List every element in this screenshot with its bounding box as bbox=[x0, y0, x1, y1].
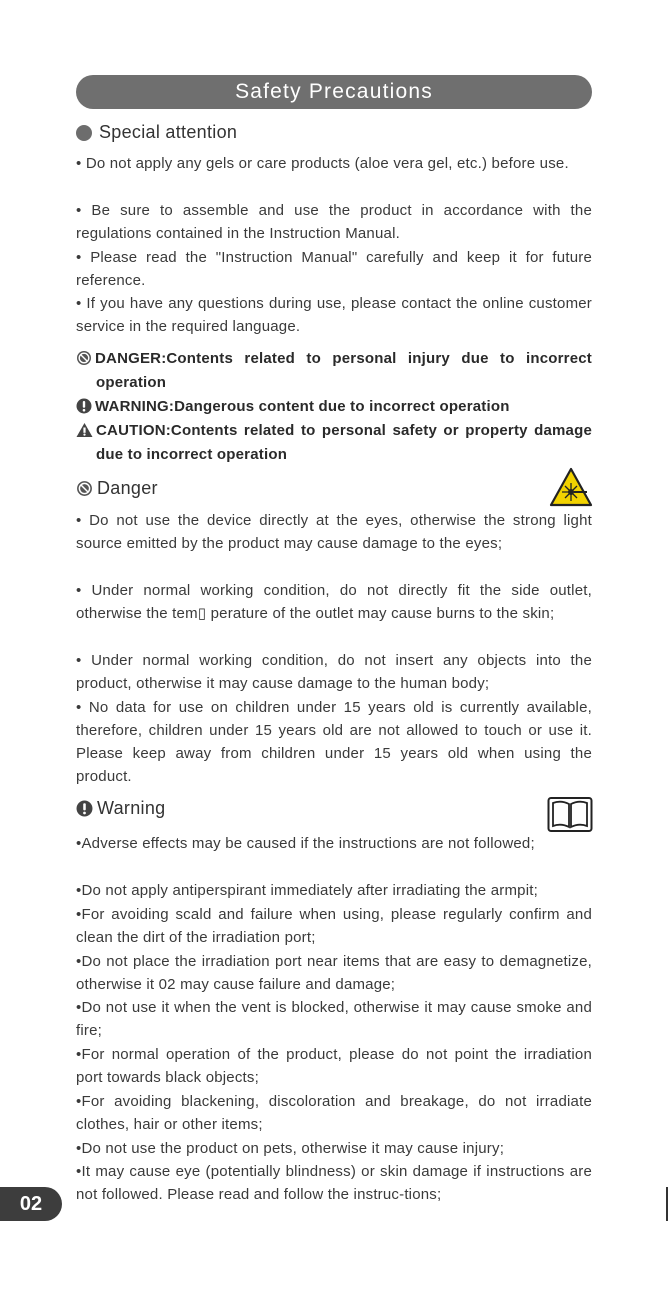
warning-item: •Adverse effects may be caused if the instructions are not followed; bbox=[76, 835, 535, 852]
special-item: • If you have any questions during use, please contact the online customer service in the required language. bbox=[76, 295, 592, 335]
danger-item: • Do not use the device directly at the eyes, otherwise the strong light source emitted by the product may cause damage to the eyes; bbox=[76, 512, 592, 552]
prohibition-icon bbox=[76, 350, 92, 366]
laser-warning-icon bbox=[549, 467, 593, 507]
exclamation-icon bbox=[76, 398, 92, 414]
special-attention-heading bbox=[76, 122, 237, 143]
prohibition-icon bbox=[76, 480, 93, 497]
warning-item: •Do not place the irradiation port near items that are easy to demagnetize, otherwise it 02 may cause failure and damage; bbox=[76, 953, 592, 993]
page-number-badge: 02 bbox=[0, 1187, 62, 1221]
exclamation-icon bbox=[76, 800, 93, 817]
danger-item: • Under normal working condition, do not insert any objects into the product, otherwise it may cause damage to the human body; bbox=[76, 652, 592, 692]
danger-label: Danger bbox=[97, 478, 158, 498]
warning-heading bbox=[76, 798, 165, 819]
danger-item: • No data for use on children under 15 years old is currently available, therefore, children under 15 years old are not allowed to touch or use it. Please keep away from children under 15 years old when using the product. bbox=[76, 699, 592, 785]
warning-item: •For normal operation of the product, please do not point the irradiation port towards black objects; bbox=[76, 1046, 592, 1086]
warning-item: •For avoiding scald and failure when using, please regularly confirm and clean the dirt of the irradiation port; bbox=[76, 906, 592, 946]
legend-danger bbox=[76, 347, 592, 395]
caution-triangle-icon bbox=[76, 422, 93, 438]
special-item: • Be sure to assemble and use the product in accordance with the regulations contained in the Instruction Manual. bbox=[76, 202, 592, 242]
warning-item: •It may cause eye (potentially blindness) or skin damage if instructions are not followed. Please read and follow the instruc-tions; bbox=[76, 1163, 592, 1203]
special-item: • Do not apply any gels or care products (aloe vera gel, etc.) before use. bbox=[76, 155, 569, 172]
warning-label: Warning bbox=[97, 798, 166, 818]
legend-caution bbox=[76, 419, 592, 467]
warning-item: •For avoiding blackening, discoloration and breakage, do not irradiate clothes, hair or other items; bbox=[76, 1093, 592, 1133]
legend-danger-text: DANGER:Contents related to personal injury due to incorrect operation bbox=[95, 350, 592, 391]
warning-item: •Do not apply antiperspirant immediately after irradiating the armpit; bbox=[76, 882, 538, 899]
danger-heading bbox=[76, 478, 158, 499]
bullet-dot-icon bbox=[76, 125, 92, 141]
legend-warning-text: WARNING:Dangerous content due to incorrect operation bbox=[95, 398, 510, 415]
warning-item: •Do not use it when the vent is blocked, otherwise it may cause smoke and fire; bbox=[76, 999, 592, 1039]
special-attention-label: Special attention bbox=[99, 122, 238, 142]
special-item: • Please read the "Instruction Manual" carefully and keep it for future reference. bbox=[76, 249, 592, 289]
legend-caution-text: CAUTION:Contents related to personal safety or property damage due to incorrect operation bbox=[96, 422, 592, 463]
legend-warning bbox=[76, 395, 592, 419]
manual-book-icon bbox=[547, 795, 593, 833]
page-edge-divider bbox=[666, 1187, 668, 1221]
danger-item: • Under normal working condition, do not directly fit the side outlet, otherwise the tem▯ perature of the outlet may cause burns to the skin; bbox=[76, 582, 592, 622]
section-title: Safety Precautions bbox=[76, 75, 592, 109]
warning-item: •Do not use the product on pets, otherwise it may cause injury; bbox=[76, 1140, 505, 1157]
